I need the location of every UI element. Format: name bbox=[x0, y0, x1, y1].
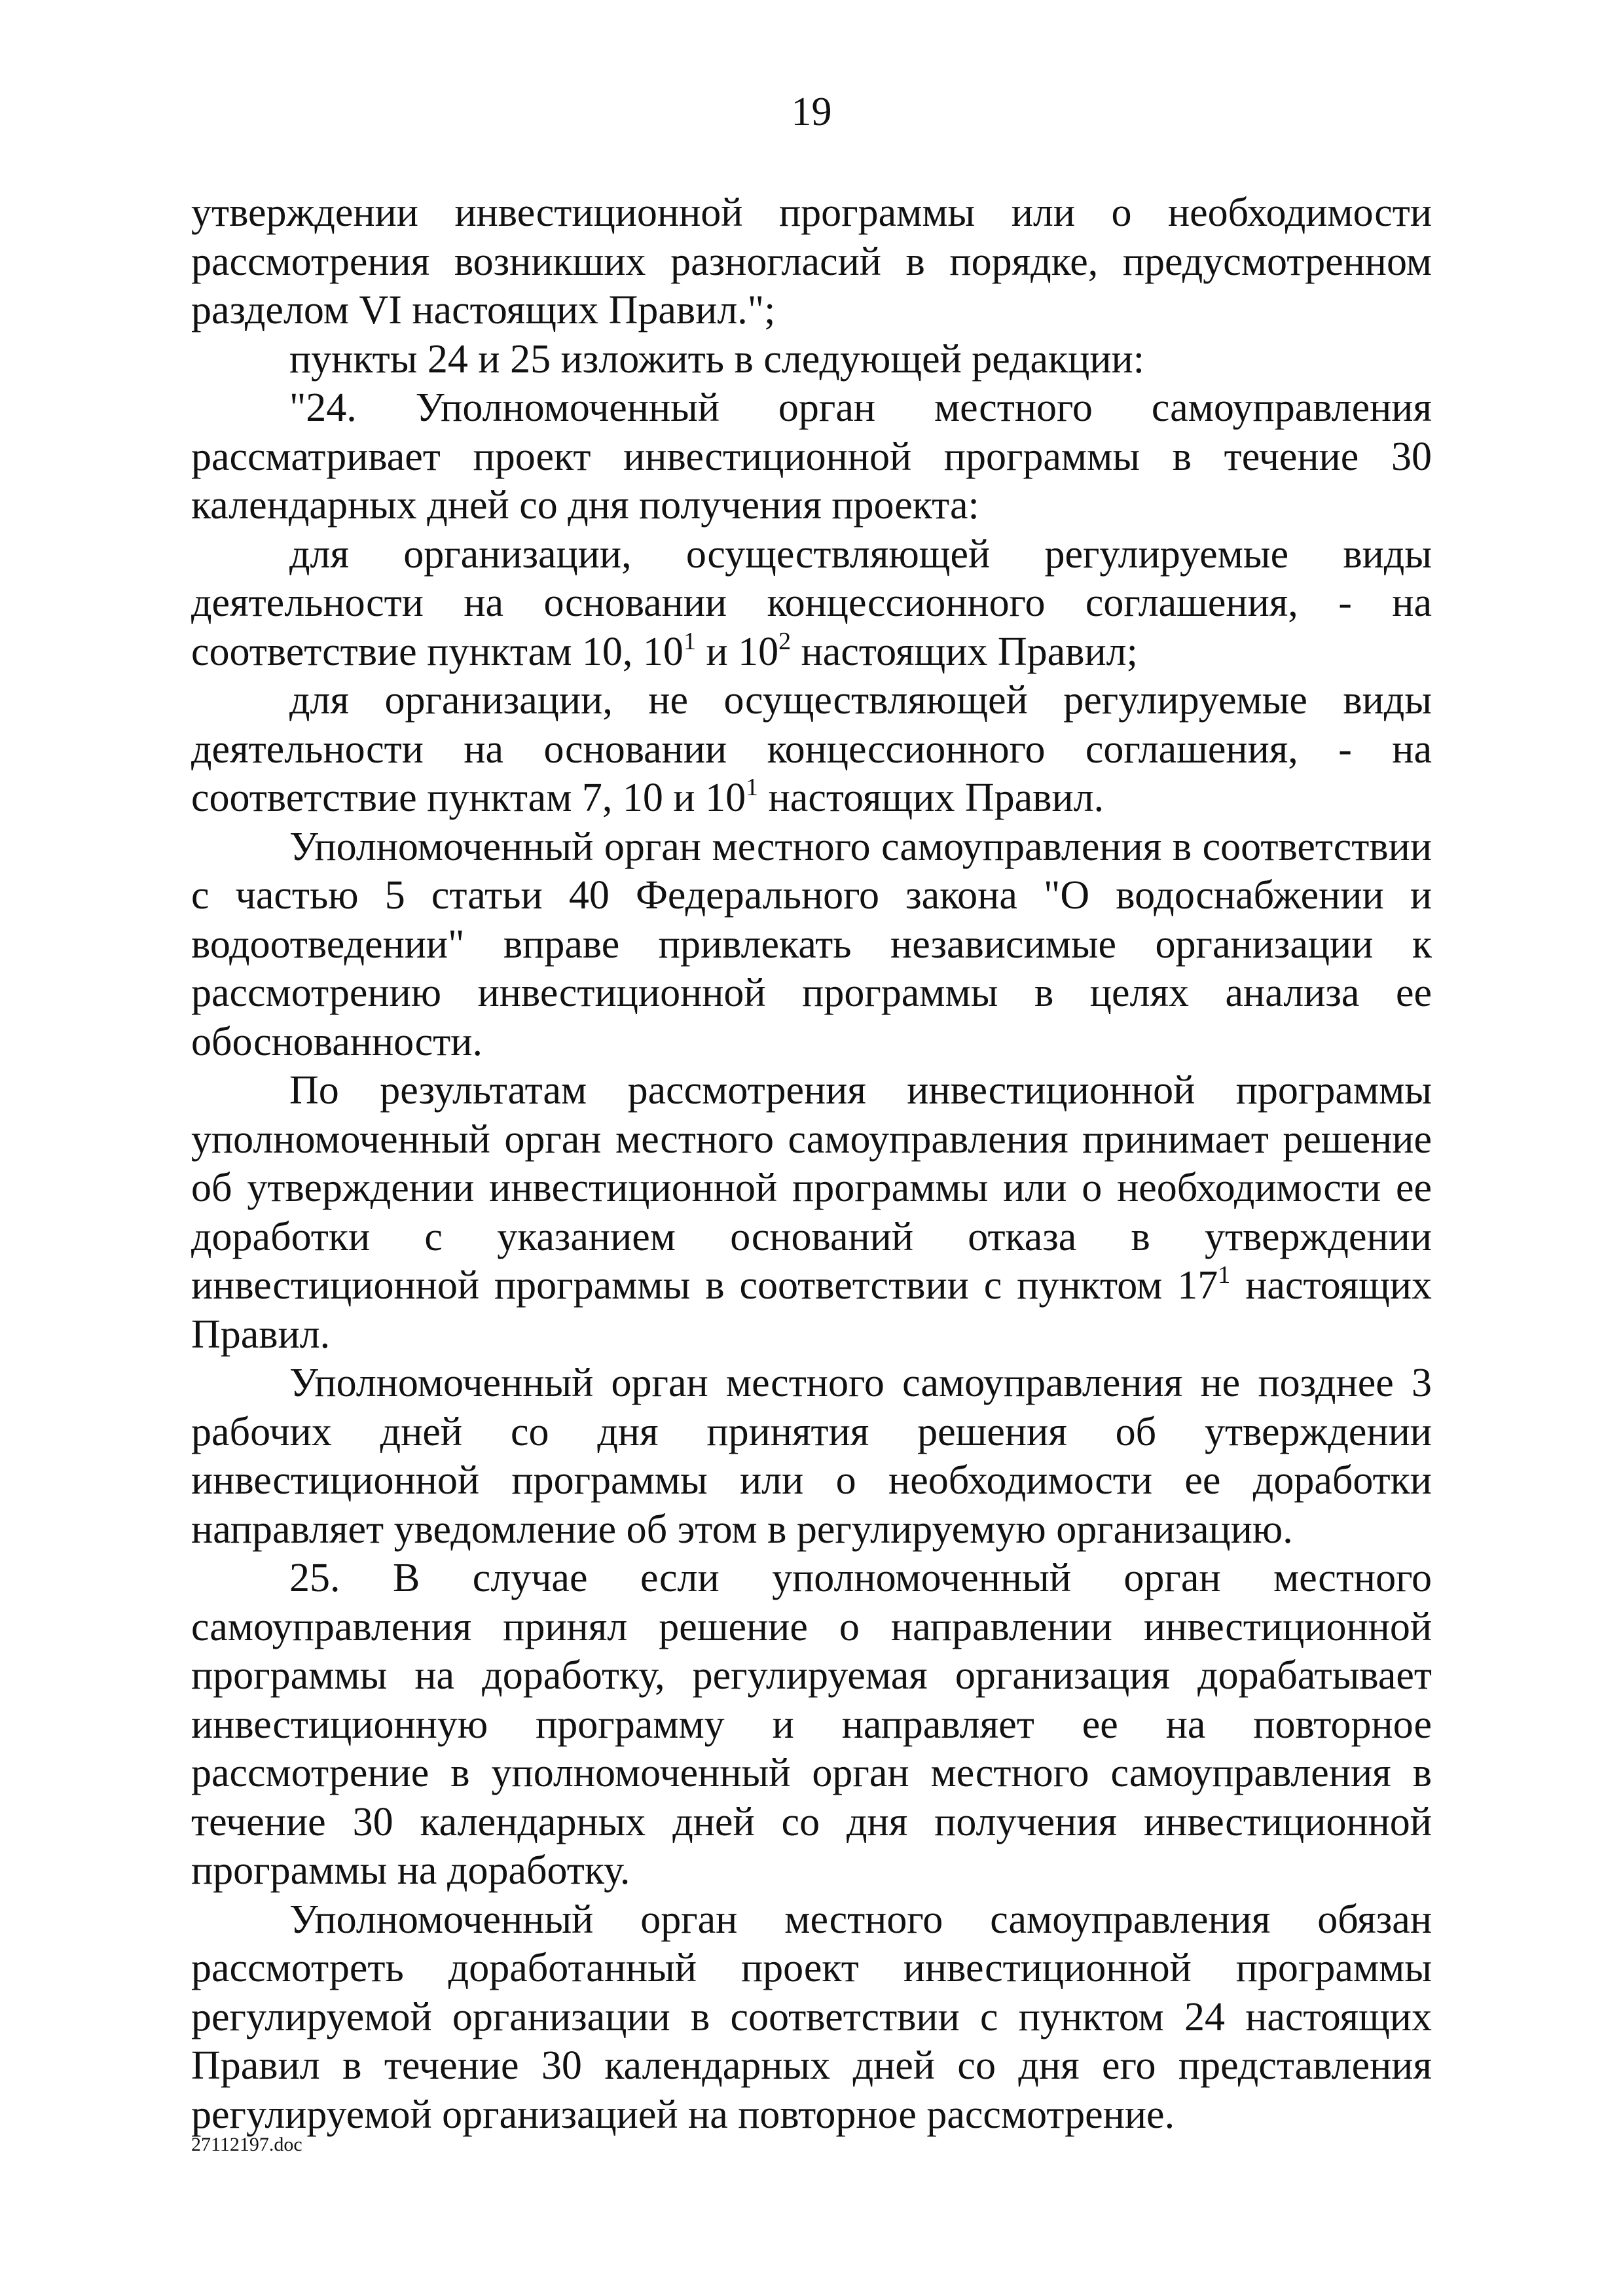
paragraph-item-24: "24. Уполномоченный орган местного самоуправления рассматривает проект инвестиционной программы в течение 30 календарных дней со дня получения проекта: bbox=[191, 386, 1432, 528]
superscript: 1 bbox=[746, 774, 759, 801]
text-fragment: По результатам рассмотрения инвестиционной программы уполномоченный орган местного самоуправления принимает решение об утверждении инвестиционной программы или о необходимости ее доработки с указанием оснований отказа в утверждении инвестиционной программы в соответствии с пунктом 17 bbox=[191, 1068, 1432, 1308]
paragraph-review-results bbox=[191, 1066, 1432, 1359]
superscript: 1 bbox=[683, 627, 696, 655]
page-number: 19 bbox=[791, 90, 832, 134]
text-fragment: настоящих Правил. bbox=[758, 776, 1104, 820]
superscript: 2 bbox=[778, 627, 792, 655]
text-fragment: для организации, осуществляющей регулируемые виды деятельности на основании концессионного соглашения, - на соответствие пунктам 10, 10 bbox=[191, 531, 1432, 674]
paragraph-non-concession-org bbox=[191, 676, 1432, 823]
paragraph-independent-orgs: Уполномоченный орган местного самоуправления в соответствии с частью 5 статьи 40 Федерального закона "О водоснабжении и водоотведении" вправе привлекать независимые организации к рассмотрению инвестиционной программы в целях анализа ее обоснованности. bbox=[191, 824, 1432, 1064]
superscript: 1 bbox=[1218, 1261, 1231, 1289]
text-fragment: для организации, не осуществляющей регулируемые виды деятельности на основании концессионного соглашения, - на соответствие пунктам 7, 10 и 10 bbox=[191, 678, 1432, 820]
paragraph-re-review: Уполномоченный орган местного самоуправления обязан рассмотреть доработанный проект инвестиционной программы регулируемой организации в соответствии с пунктом 24 настоящих Правил в течение 30 календарных дней со дня его представления регулируемой организацией на повторное рассмотрение. bbox=[191, 1897, 1432, 2137]
document-filename: 27112197.doc bbox=[191, 2134, 302, 2155]
document-body bbox=[191, 188, 1432, 2139]
paragraph-concession-org bbox=[191, 530, 1432, 677]
text-fragment: настоящих Правил. bbox=[191, 1263, 1432, 1357]
paragraph-item-25: 25. В случае если уполномоченный орган местного самоуправления принял решение о направлении инвестиционной программы на доработку, регулируемая организация дорабатывает инвестиционную программу и направляет ее на повторное рассмотрение в уполномоченный орган местного самоуправления в течение 30 календарных дней со дня получения инвестиционной программы на доработку. bbox=[191, 1556, 1432, 1893]
paragraph-notification: Уполномоченный орган местного самоуправления не позднее 3 рабочих дней со дня принятия решения об утверждении инвестиционной программы или о необходимости ее доработки направляет уведомление об этом в регулируемую организацию. bbox=[191, 1361, 1432, 1552]
paragraph-amendment-intro: пункты 24 и 25 изложить в следующей редакции: bbox=[289, 336, 1144, 382]
paragraph-continuation: утверждении инвестиционной программы или о необходимости рассмотрения возникших разногласий в порядке, предусмотренном разделом VI настоящих Правил."; bbox=[191, 190, 1432, 332]
text-fragment: и 10 bbox=[695, 629, 779, 674]
text-fragment: настоящих Правил; bbox=[791, 629, 1138, 674]
